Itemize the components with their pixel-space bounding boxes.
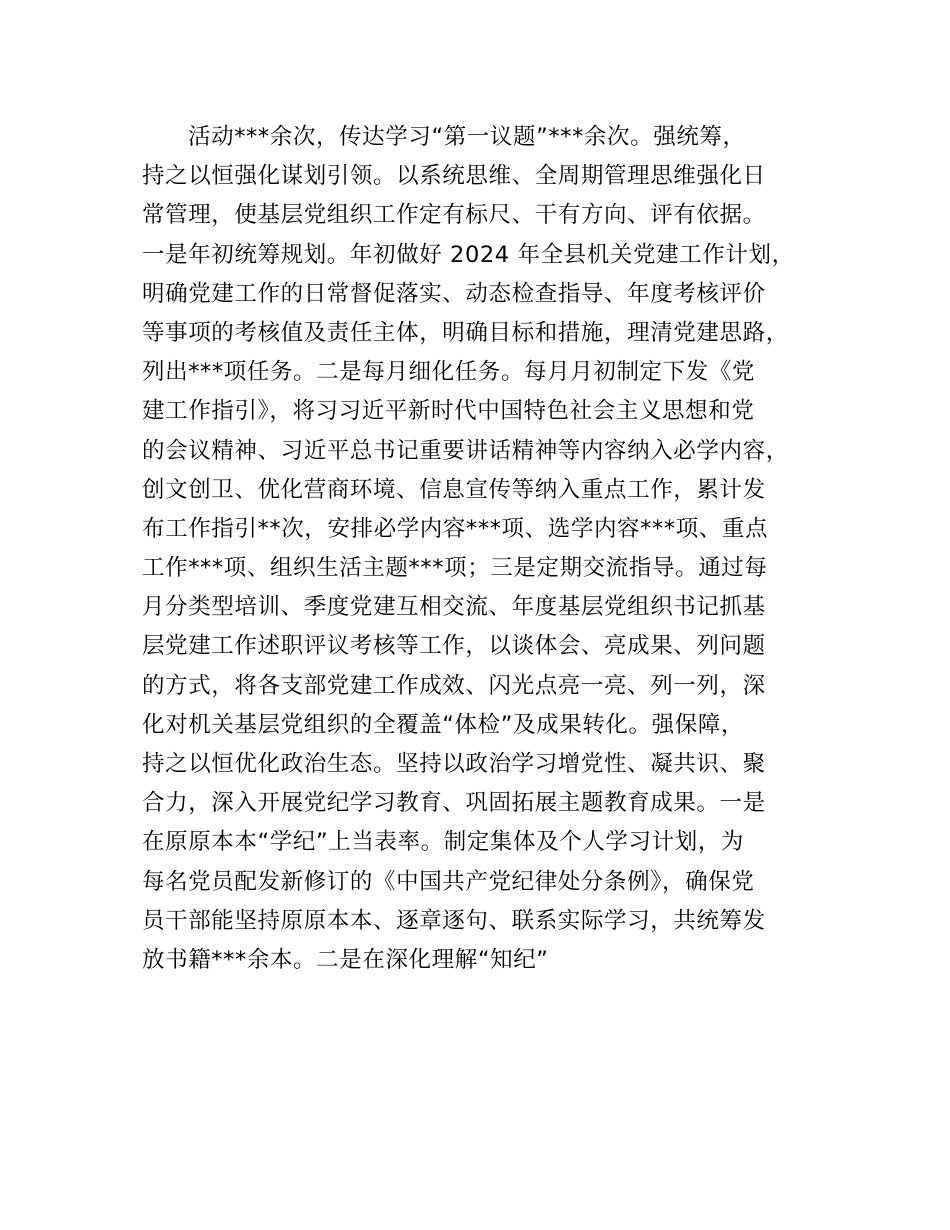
text-line: 层党建工作述职评议考核等工作，以谈体会、亮成果、列问题 [142,633,766,660]
text-line: 员干部能坚持原原本本、逐章逐句、联系实际学习，共统筹发 [142,907,766,934]
text-line: 明确党建工作的日常督促落实、动态检查指导、年度考核评价 [142,280,766,307]
text-line: 常管理，使基层党组织工作定有标尺、干有方向、评有依据。 [142,202,766,229]
text-line: 化对机关基层党组织的全覆盖“体检”及成果转化。强保障， [142,711,745,738]
body-text [142,118,842,980]
text-line: 的方式，将各支部党建工作成效、闪光点亮一亮、列一列，深 [142,672,766,699]
text-line: 持之以恒优化政治生态。坚持以政治学习增党性、凝共识、聚 [142,751,766,777]
text-line: 工作***项、组织生活主题***项；三是定期交流指导。通过每 [142,555,768,582]
text-line: 每名党员配发新修订的《中国共产党纪律处分条例》，确保党 [142,868,755,895]
text-line: 月分类型培训、季度党建互相交流、年度基层党组织书记抓基 [142,594,766,621]
text-line: 活动***余次，传达学习“第一议题”***余次。强统筹， [188,124,746,150]
text-line: 建工作指引》，将习习近平新时代中国特色社会主义思想和党 [142,398,755,425]
text-line: 合力，深入开展党纪学习教育、巩固拓展主题教育成果。一是 [142,790,766,817]
text-line: 在原原本本“学纪”上当表率。制定集体及个人学习计划，为 [142,829,745,856]
text-line: 等事项的考核值及责任主体，明确目标和措施，理清党建思路， [142,319,789,346]
text-line: 放书籍***余本。二是在深化理解“知纪” [142,946,549,973]
text-line: 布工作指引**次，安排必学内容***项、选学内容***项、重点 [142,515,769,542]
text-line: 列出***项任务。二是每月细化任务。每月月初制定下发《党 [142,359,756,386]
text-line: 一是年初统筹规划。年初做好 2024 年全县机关党建工作计划， [142,241,795,268]
text-line: 创文创卫、优化营商环境、信息宣传等纳入重点工作，累计发 [142,476,766,503]
text-line: 的会议精神、习近平总书记重要讲话精神等内容纳入必学内容， [142,437,789,464]
text-line: 持之以恒强化谋划引领。以系统思维、全周期管理思维强化日 [142,163,766,190]
